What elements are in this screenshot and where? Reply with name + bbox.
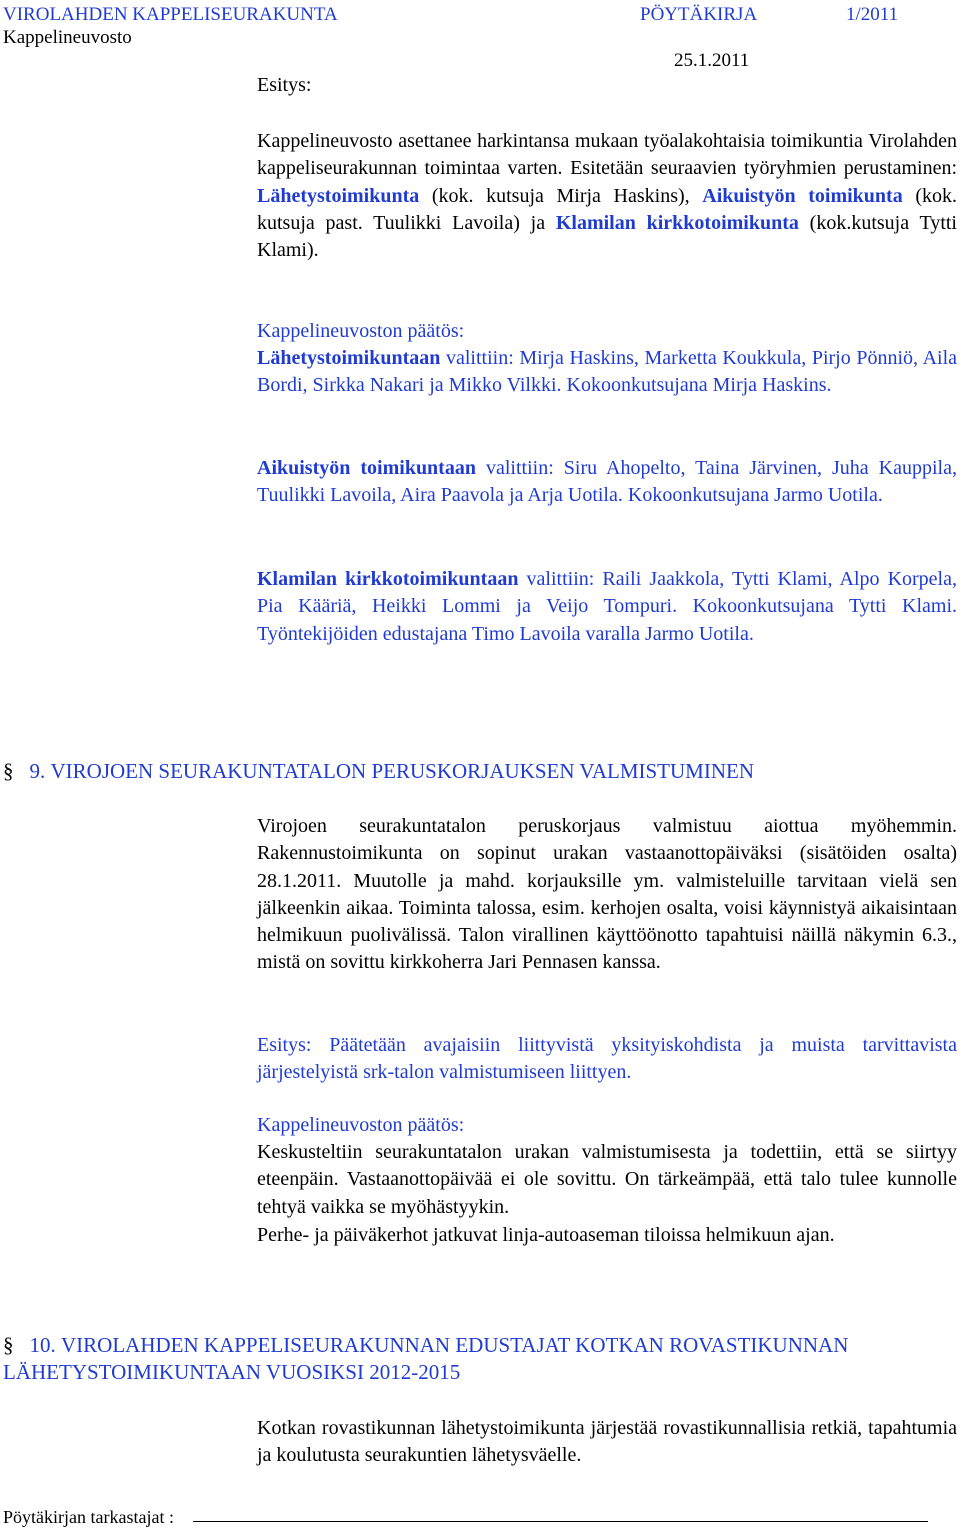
section-9-esitys	[257, 1032, 957, 1087]
decision-aikuistyo	[257, 455, 957, 510]
section-9-number: 9.	[29, 759, 46, 783]
section-9-title: VIROJOEN SEURAKUNTATALON PERUSKORJAUKSEN VALMISTUMINEN	[50, 759, 754, 783]
section-9-decision-label: Kappelineuvoston päätös:	[257, 1114, 465, 1136]
section-10-body: Kotkan rovastikunnan lähetystoimikunta järjestää rovastikunnallisia retkiä, tapahtumia ja koulutusta seurakuntien lähetysväelle.	[257, 1417, 957, 1467]
section-9-body: Virojoen seurakuntatalon peruskorjaus valmistuu aiottua myöhemmin. Rakennustoimikunta on sopinut urakan vastaanottopäiväksi (sisätöiden osalta) 28.1.2011. Muutolle ja mahd. korjauksille ym. valmisteluille tarvitaan vielä sen jälkeenkin aikaa. Toiminta talossa, esim. kerhojen osalta, voisi käynnistyä aikaisintaan helmikuun puolivälissä. Talon virallinen käyttöönotto tapahtuisi näillä näkymin 6.3., mistä on sovittu kirkkoherra Jari Pennasen kanssa.	[257, 815, 957, 974]
header-doc-type: PÖYTÄKIRJA	[640, 4, 758, 25]
proposal-bold-1: Lähetystoimikunta	[257, 184, 420, 207]
section-9-decision-2: Perhe- ja päiväkerhot jatkuvat linja-autoaseman tiloissa helmikuun ajan.	[257, 1224, 835, 1246]
section-symbol: §	[3, 759, 14, 783]
proposal-paragraph	[257, 128, 957, 264]
header-doc-number: 1/2011	[846, 4, 899, 25]
header-body-name: Kappelineuvosto	[3, 27, 132, 48]
decision-label: Kappelineuvoston päätös:	[257, 320, 465, 342]
footer-label: Pöytäkirjan tarkastajat :	[3, 1507, 174, 1527]
decision-klamila	[257, 566, 957, 648]
proposal-bold-3: Klamilan kirkkotoimikunta	[555, 211, 799, 234]
header-date: 25.1.2011	[674, 50, 750, 71]
header-org: VIROLAHDEN KAPPELISEURAKUNTA	[3, 4, 338, 25]
section-9-esitys-label: Esitys:	[257, 1034, 312, 1056]
decision-lahetys-bold: Lähetystoimikuntaan	[257, 347, 441, 369]
decision-klamila-bold: Klamilan kirkkotoimikuntaan	[257, 568, 519, 590]
decision-aikuistyo-text: valittiin: Siru Ahopelto, Taina Järvinen, Juha Kauppila, Tuulikki Lavoila, Aira Paavola ja Arja Uotila. Kokoonkutsujana Jarmo Uotila.	[257, 457, 957, 507]
section-9-decision: Keskusteltiin seurakuntatalon urakan valmistumisesta ja todettiin, että se siirtyy eteenpäin. Vastaanottopäivää ei ole sovittu. On tärkeämpää, että talo tulee kunnolle tehtyä vaikka se myöhästyykin.	[257, 1141, 957, 1218]
decision-klamila-text: valittiin: Raili Jaakkola, Tytti Klami, Alpo Korpela, Pia Kääriä, Heikki Lommi ja Veijo Tompuri. Kokoonkutsujana Tytti Klami. Työntekijöiden edustajana Timo Lavoila varalla Jarmo Uotila.	[257, 568, 957, 645]
section-symbol: §	[3, 1333, 14, 1357]
decision-lahetys-text: valittiin: Mirja Haskins, Marketta Koukkula, Pirjo Pönniö, Aila Bordi, Sirkka Nakari ja Mikko Vilkki. Kokoonkutsujana Mirja Haskins.	[257, 347, 957, 397]
decision-lahetys	[257, 345, 957, 400]
signature-line	[193, 1521, 928, 1522]
proposal-text-4: (kok.kutsuja Tytti Klami).	[257, 211, 957, 262]
section-10-heading	[3, 1332, 848, 1359]
decision-aikuistyo-bold: Aikuistyön toimikuntaan	[257, 457, 476, 479]
section-10-title-line1: VIROLAHDEN KAPPELISEURAKUNNAN EDUSTAJAT KOTKAN ROVASTIKUNNAN	[61, 1333, 849, 1357]
section-10-title-line2: LÄHETYSTOIMIKUNTAAN VUOSIKSI 2012-2015	[3, 1360, 461, 1384]
esitys-label: Esitys:	[257, 74, 312, 96]
proposal-text-2: (kok. kutsuja Mirja Haskins),	[419, 184, 703, 207]
proposal-text-3: (kok. kutsuja past. Tuulikki Lavoila) ja	[257, 184, 957, 234]
proposal-bold-2: Aikuistyön toimikunta	[702, 184, 903, 207]
proposal-text-1: Kappelineuvosto asettanee harkintansa mukaan työalakohtaisia toimikuntia Virolahden kappeliseurakunnan toimintaa varten. Esitetään seuraavien työryhmien perustaminen:	[257, 130, 957, 180]
section-10-number: 10.	[29, 1333, 56, 1357]
section-9-heading	[3, 758, 754, 785]
section-9-esitys-text: Päätetään avajaisiin liittyvistä yksityiskohdista ja muista tarvittavista järjestelyistä srk-talon valmistumiseen liittyen.	[257, 1034, 957, 1084]
